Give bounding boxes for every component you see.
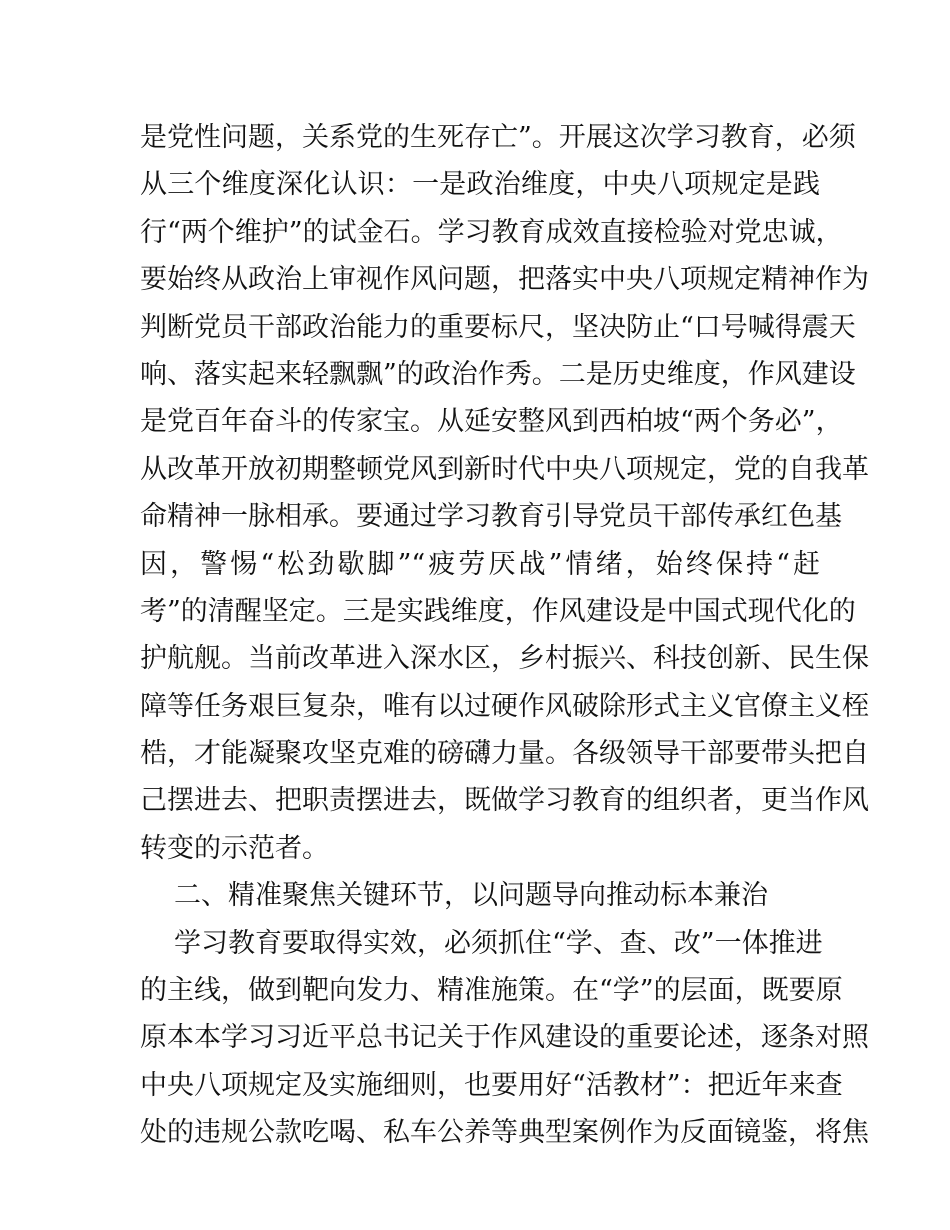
text-line: 原本本学习习近平总书记关于作风建设的重要论述，逐条对照 bbox=[140, 1022, 869, 1054]
text-line: 考”的清醒坚定。三是实践维度，作风建设是中国式现代化的 bbox=[140, 595, 856, 627]
text-line: 己摆进去、把职责摆进去，既做学习教育的组织者，更当作风 bbox=[140, 785, 869, 817]
text-line: 梏，才能凝聚攻坚克难的磅礴力量。各级领导干部要带头把自 bbox=[140, 738, 869, 770]
text-line: 的主线，做到靶向发力、精准施策。在“学”的层面，既要原 bbox=[140, 975, 843, 1007]
text-line: 要始终从政治上审视作风问题，把落实中央八项规定精神作为 bbox=[140, 264, 869, 296]
text-line: 从改革开放初期整顿党风到新时代中央八项规定，党的自我革 bbox=[140, 453, 869, 485]
text-line: 从三个维度深化认识：一是政治维度，中央八项规定是践 bbox=[140, 169, 820, 201]
section-heading: 二、精准聚焦关键环节，以问题导向推动标本兼治 bbox=[174, 880, 768, 912]
text-line: 处的违规公款吃喝、私车公养等典型案例作为反面镜鉴，将焦 bbox=[140, 1117, 869, 1149]
text-line: 因，警惕“松劲歇脚”“疲劳厌战”情绪，始终保持“赶 bbox=[140, 548, 820, 580]
text-line: 命精神一脉相承。要通过学习教育引导党员干部传承红色基 bbox=[140, 501, 842, 533]
text-line: 响、落实起来轻飘飘”的政治作秀。二是历史维度，作风建设 bbox=[140, 358, 856, 390]
text-line: 转变的示范者。 bbox=[140, 832, 329, 864]
text-line: 是党百年奋斗的传家宝。从延安整风到西柏坡“两个务必”， bbox=[140, 406, 843, 438]
paragraph-1 bbox=[140, 114, 869, 872]
text-line: 行“两个维护”的试金石。学习教育成效直接检验对党忠诚， bbox=[140, 216, 843, 248]
document-body bbox=[140, 114, 869, 1157]
text-line: 学习教育要取得实效，必须抓住“学、查、改”一体推进 bbox=[174, 927, 823, 959]
text-line: 障等任务艰巨复杂，唯有以过硬作风破除形式主义官僚主义桎 bbox=[140, 690, 869, 722]
paragraph-2 bbox=[140, 920, 869, 1157]
text-line: 中央八项规定及实施细则，也要用好“活教材”：把近年来查 bbox=[140, 1069, 843, 1101]
text-line: 判断党员干部政治能力的重要标尺，坚决防止“口号喊得震天 bbox=[140, 311, 856, 343]
text-line: 护航舰。当前改革进入深水区，乡村振兴、科技创新、民生保 bbox=[140, 643, 869, 675]
text-line: 是党性问题，关系党的生死存亡”。开展这次学习教育，必须 bbox=[140, 122, 856, 153]
